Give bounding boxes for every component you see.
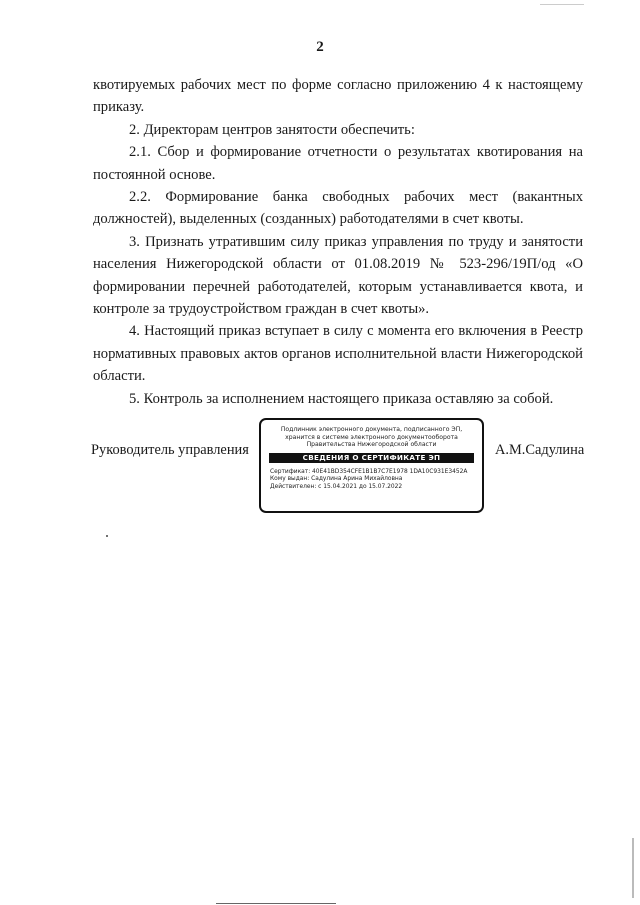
- e-signature-stamp: [259, 418, 484, 513]
- stamp-header-line: хранится в системе электронного документооборота: [285, 433, 458, 441]
- stamp-details: [270, 469, 482, 491]
- paragraph-3: 3. Признать утратившим силу приказ управления по труду и занятости населения Нижегородской области от 01.08.2019 № 523-296/19П/од «О формировании перечней работодателей, которым устанавливается квота, и контроле за трудоустройством граждан в счет квоты».: [93, 233, 583, 318]
- scan-dot: [106, 535, 108, 537]
- page-number: 2: [316, 39, 324, 55]
- paragraph-continuation: квотируемых рабочих мест по форме согласно приложению 4 к настоящему приказу.: [93, 77, 583, 116]
- stamp-title-bar: СВЕДЕНИЯ О СЕРТИФИКАТЕ ЭП: [269, 453, 474, 463]
- stamp-certificate: Сертификат: 40E41BD354CFE1B1B7C7E1978 1DA10C931E3452A: [270, 468, 468, 475]
- paragraph-5: 5. Контроль за исполнением настоящего приказа оставляю за собой.: [129, 390, 554, 407]
- scan-mark-bottom: [216, 903, 336, 904]
- stamp-header-line: Подлинник электронного документа, подписанного ЭП,: [280, 426, 463, 433]
- paragraph-2: 2. Директорам центров занятости обеспечить:: [129, 121, 415, 138]
- paragraph-2-1: 2.1. Сбор и формирование отчетности о результатах квотирования на постоянной основе.: [93, 144, 583, 183]
- scan-mark-top-right: [540, 4, 584, 5]
- signature-position: Руководитель управления: [91, 442, 249, 458]
- scan-mark-right-edge: [632, 838, 634, 898]
- stamp-validity: Действителен: с 15.04.2021 до 15.07.2022: [270, 483, 403, 490]
- paragraph-2-2: 2.2. Формирование банка свободных рабочих мест (вакантных должностей), выделенных (созданных) работодателями в счет квоты.: [93, 189, 583, 228]
- stamp-issued-to: Кому выдан: Садулина Арина Михайловна: [270, 476, 403, 483]
- paragraph-4: 4. Настоящий приказ вступает в силу с момента его включения в Реестр нормативных правовых актов органов исполнительной власти Нижегородской области.: [93, 323, 583, 385]
- stamp-header-line: Правительства Нижегородской области: [306, 441, 437, 449]
- signature-name: А.М.Садулина: [495, 442, 585, 458]
- stamp-header: [261, 420, 482, 449]
- document-body: [93, 74, 583, 410]
